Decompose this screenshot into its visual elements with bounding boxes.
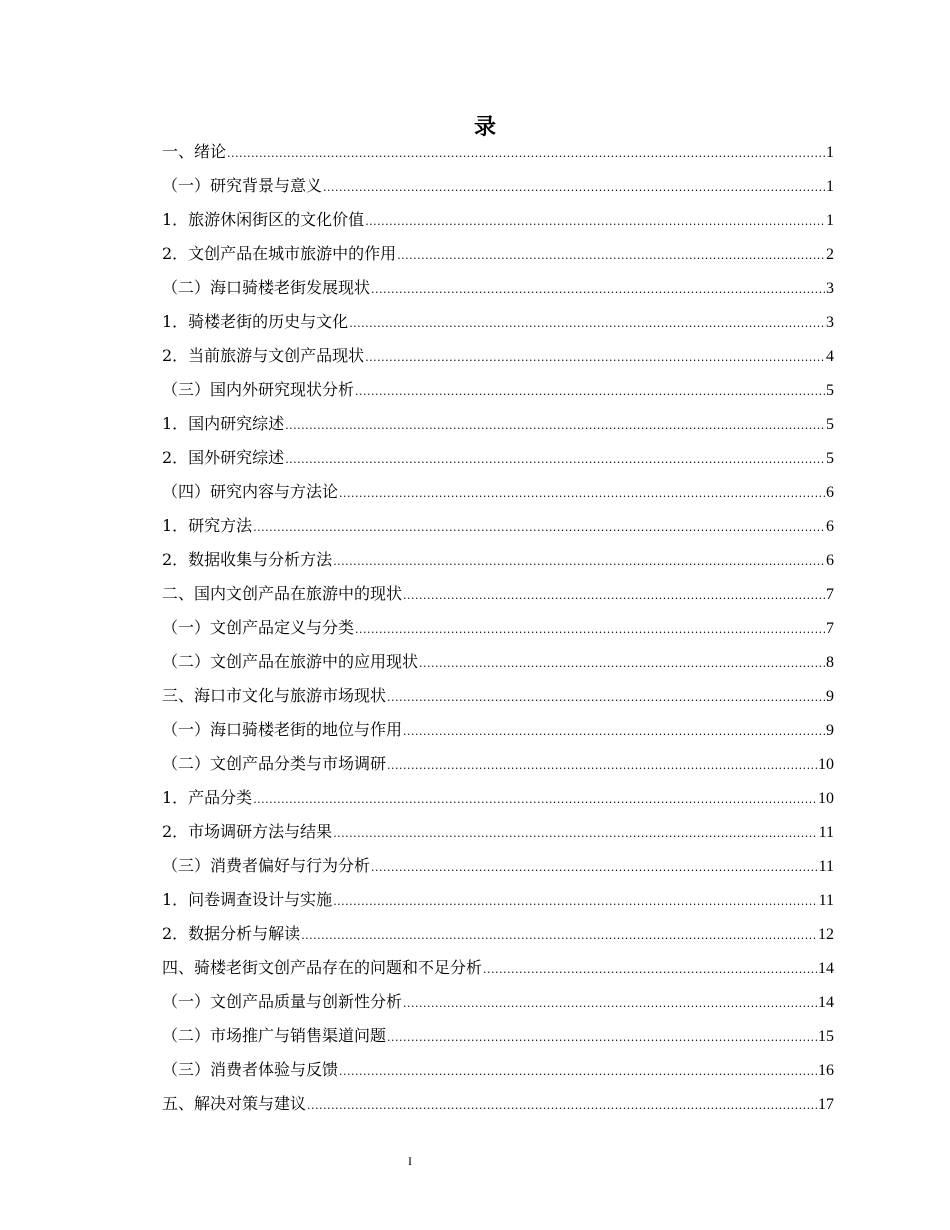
toc-entry[interactable] bbox=[162, 513, 834, 547]
toc-entry[interactable] bbox=[162, 581, 834, 615]
toc-entry[interactable] bbox=[162, 649, 834, 683]
toc-entry-text: 2．国外研究综述 bbox=[162, 448, 285, 467]
toc-entry[interactable] bbox=[162, 955, 834, 989]
toc-leader-dots bbox=[285, 413, 825, 439]
toc-page-number: 17 bbox=[818, 1096, 834, 1113]
toc-leader-dots bbox=[301, 923, 817, 949]
toc-entry[interactable] bbox=[162, 173, 834, 207]
toc-leader-dots bbox=[339, 481, 825, 507]
toc-entry-text: 1．问卷调查设计与实施 bbox=[162, 890, 333, 909]
toc-leader-dots bbox=[253, 515, 825, 541]
toc-entry-text: （一）文创产品定义与分类 bbox=[162, 618, 355, 637]
toc-entry-text: （三）消费者体验与反馈 bbox=[162, 1060, 339, 1079]
toc-title: 录 bbox=[473, 114, 496, 140]
toc-leader-dots bbox=[483, 957, 817, 983]
toc-leader-dots bbox=[365, 345, 825, 371]
toc-leader-dots bbox=[397, 243, 825, 269]
toc-entry-text: 2．市场调研方法与结果 bbox=[162, 822, 333, 841]
toc-entry[interactable] bbox=[162, 479, 834, 513]
toc-page-number: 11 bbox=[818, 824, 834, 841]
toc-entry-text: 2．数据收集与分析方法 bbox=[162, 550, 333, 569]
toc-page-number: 14 bbox=[818, 960, 834, 977]
toc-entry[interactable] bbox=[162, 207, 834, 241]
toc-page-number: 9 bbox=[826, 688, 834, 705]
toc-entry-text: 1．研究方法 bbox=[162, 516, 253, 535]
toc-leader-dots bbox=[349, 311, 825, 337]
toc-page-number: 1 bbox=[826, 144, 834, 161]
toc-leader-dots bbox=[365, 209, 825, 235]
footer-page-number: I bbox=[408, 1154, 412, 1168]
toc-entry[interactable] bbox=[162, 411, 834, 445]
toc-entry[interactable] bbox=[162, 819, 834, 853]
toc-page-number: 5 bbox=[826, 382, 834, 399]
toc-page-number: 3 bbox=[826, 280, 834, 297]
toc-entry[interactable] bbox=[162, 275, 834, 309]
toc-entry-text: 1．旅游休闲街区的文化价值 bbox=[162, 210, 365, 229]
toc-page-number: 1 bbox=[826, 178, 834, 195]
toc-entry-text: （一）文创产品质量与创新性分析 bbox=[162, 992, 403, 1011]
toc-page-number: 14 bbox=[818, 994, 834, 1011]
toc-entry[interactable] bbox=[162, 921, 834, 955]
toc-entry[interactable] bbox=[162, 445, 834, 479]
toc-page-number: 2 bbox=[826, 246, 834, 263]
toc-leader-dots bbox=[333, 549, 825, 575]
toc-list bbox=[162, 139, 834, 1125]
toc-leader-dots bbox=[387, 753, 817, 779]
toc-entry-text: 五、解决对策与建议 bbox=[162, 1094, 307, 1113]
toc-leader-dots bbox=[387, 685, 825, 711]
toc-page-number: 7 bbox=[826, 586, 834, 603]
toc-entry[interactable] bbox=[162, 683, 834, 717]
toc-page-number: 12 bbox=[818, 926, 834, 943]
toc-entry[interactable] bbox=[162, 1023, 834, 1057]
toc-leader-dots bbox=[227, 141, 825, 167]
toc-entry[interactable] bbox=[162, 989, 834, 1023]
toc-entry-text: （二）海口骑楼老街发展现状 bbox=[162, 278, 371, 297]
toc-page-number: 8 bbox=[826, 654, 834, 671]
toc-entry-text: （一）研究背景与意义 bbox=[162, 176, 323, 195]
toc-page-number: 9 bbox=[826, 722, 834, 739]
toc-entry-text: （三）消费者偏好与行为分析 bbox=[162, 856, 371, 875]
toc-entry-text: 三、海口市文化与旅游市场现状 bbox=[162, 686, 387, 705]
toc-leader-dots bbox=[403, 991, 817, 1017]
toc-entry-text: 四、骑楼老街文创产品存在的问题和不足分析 bbox=[162, 958, 483, 977]
toc-entry[interactable] bbox=[162, 1091, 834, 1125]
toc-entry[interactable] bbox=[162, 547, 834, 581]
toc-entry[interactable] bbox=[162, 343, 834, 377]
toc-entry[interactable] bbox=[162, 615, 834, 649]
toc-leader-dots bbox=[355, 617, 825, 643]
toc-entry[interactable] bbox=[162, 785, 834, 819]
toc-entry-text: 1．产品分类 bbox=[162, 788, 253, 807]
toc-leader-dots bbox=[403, 719, 825, 745]
toc-page-number: 10 bbox=[818, 756, 834, 773]
toc-leader-dots bbox=[387, 1025, 817, 1051]
toc-entry-text: （二）文创产品分类与市场调研 bbox=[162, 754, 387, 773]
toc-entry-text: 二、国内文创产品在旅游中的现状 bbox=[162, 584, 403, 603]
toc-page-number: 1 bbox=[826, 212, 834, 229]
toc-entry[interactable] bbox=[162, 853, 834, 887]
toc-page-number: 5 bbox=[826, 450, 834, 467]
toc-page-number: 6 bbox=[826, 552, 834, 569]
toc-entry-text: 2．数据分析与解读 bbox=[162, 924, 301, 943]
toc-page-number: 7 bbox=[826, 620, 834, 637]
toc-entry-text: （二）文创产品在旅游中的应用现状 bbox=[162, 652, 419, 671]
toc-entry[interactable] bbox=[162, 1057, 834, 1091]
toc-leader-dots bbox=[285, 447, 825, 473]
toc-entry[interactable] bbox=[162, 139, 834, 173]
toc-page-number: 10 bbox=[818, 790, 834, 807]
toc-page-number: 6 bbox=[826, 518, 834, 535]
toc-leader-dots bbox=[339, 1059, 817, 1085]
toc-leader-dots bbox=[419, 651, 825, 677]
toc-entry-text: 2．当前旅游与文创产品现状 bbox=[162, 346, 365, 365]
toc-entry-text: 1．国内研究综述 bbox=[162, 414, 285, 433]
toc-entry-text: （四）研究内容与方法论 bbox=[162, 482, 339, 501]
toc-entry[interactable] bbox=[162, 717, 834, 751]
toc-entry[interactable] bbox=[162, 887, 834, 921]
toc-page-number: 6 bbox=[826, 484, 834, 501]
toc-entry-text: 一、绪论 bbox=[162, 142, 227, 161]
toc-leader-dots bbox=[323, 175, 825, 201]
toc-leader-dots bbox=[333, 889, 817, 915]
toc-page-number: 15 bbox=[818, 1028, 834, 1045]
toc-entry-text: （二）市场推广与销售渠道问题 bbox=[162, 1026, 387, 1045]
toc-entry[interactable] bbox=[162, 377, 834, 411]
toc-entry-text: （三）国内外研究现状分析 bbox=[162, 380, 355, 399]
toc-leader-dots bbox=[403, 583, 825, 609]
toc-page-number: 5 bbox=[826, 416, 834, 433]
toc-leader-dots bbox=[371, 277, 825, 303]
toc-leader-dots bbox=[371, 855, 818, 881]
toc-entry-text: 2．文创产品在城市旅游中的作用 bbox=[162, 244, 397, 263]
toc-leader-dots bbox=[355, 379, 825, 405]
toc-entry-text: 1．骑楼老街的历史与文化 bbox=[162, 312, 349, 331]
toc-page-number: 16 bbox=[818, 1062, 834, 1079]
toc-leader-dots bbox=[333, 821, 817, 847]
toc-entry-text: （一）海口骑楼老街的地位与作用 bbox=[162, 720, 403, 739]
toc-page-number: 11 bbox=[818, 892, 834, 909]
toc-entry[interactable] bbox=[162, 309, 834, 343]
toc-leader-dots bbox=[307, 1093, 817, 1119]
toc-page-number: 4 bbox=[826, 348, 834, 365]
toc-page-number: 3 bbox=[826, 314, 834, 331]
toc-entry[interactable] bbox=[162, 751, 834, 785]
toc-page-number: 11 bbox=[818, 858, 834, 875]
toc-entry[interactable] bbox=[162, 241, 834, 275]
toc-leader-dots bbox=[253, 787, 817, 813]
